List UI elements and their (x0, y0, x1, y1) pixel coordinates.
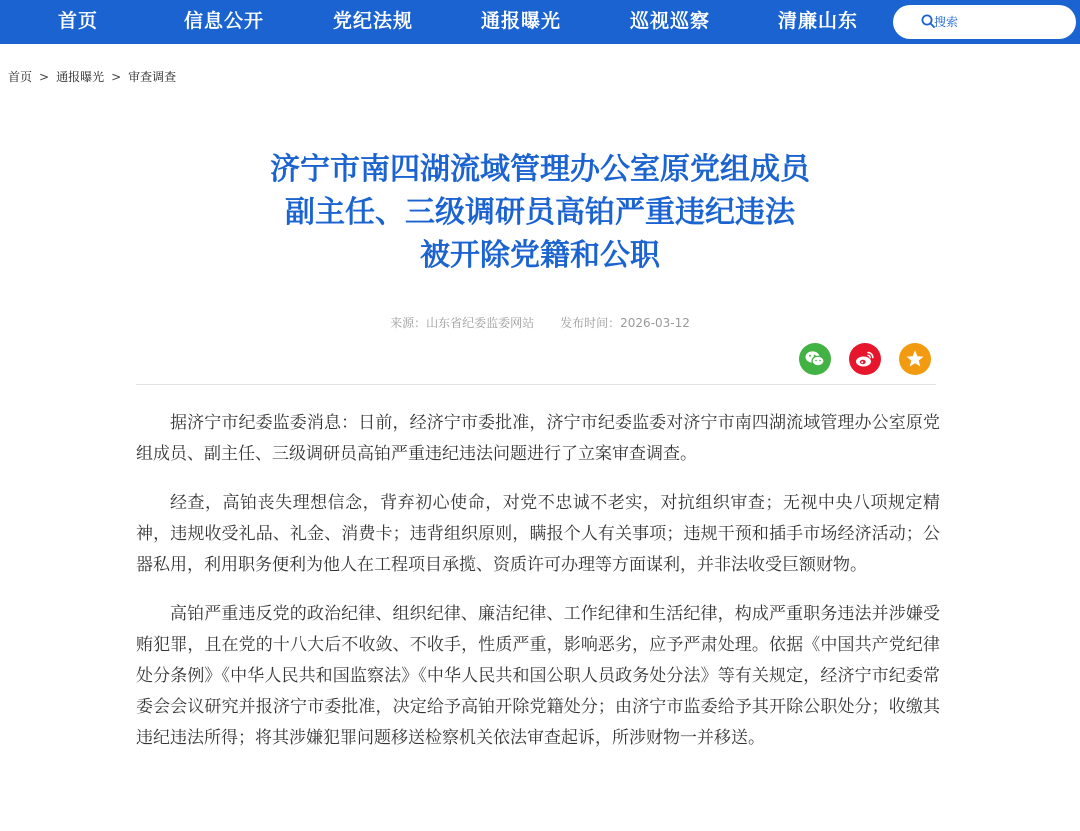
article-title (140, 148, 940, 277)
article-publish-time: 发布时间：2026-03-12 (560, 316, 690, 330)
breadcrumb-separator: > (111, 70, 122, 84)
nav-item-clean-shandong[interactable]: 清廉山东 (778, 10, 859, 32)
search-label: 搜索 (934, 15, 959, 29)
article-source: 来源：山东省纪委监委网站 (390, 316, 535, 330)
content-divider (136, 384, 936, 385)
article-paragraph: 据济宁市纪委监委消息：日前，经济宁市委批准，济宁市纪委监委对济宁市南四湖流域管理办公室原党组成员、副主任、三级调研员高铂严重违纪违法问题进行了立案审查调查。 (136, 413, 940, 464)
nav-item-inspection[interactable]: 巡视巡察 (630, 10, 711, 32)
breadcrumb-investigation[interactable]: 审查调查 (128, 70, 177, 84)
favorite-icon (899, 343, 931, 375)
breadcrumb-exposure[interactable]: 通报曝光 (56, 70, 105, 84)
article-body (136, 408, 940, 772)
article-title-line-2: 副主任、三级调研员高铂严重违纪违法 (285, 195, 795, 230)
nav-item-party-regulations[interactable]: 党纪法规 (333, 10, 414, 32)
breadcrumb-home[interactable]: 首页 (8, 70, 33, 84)
share-weibo-button[interactable] (849, 343, 881, 375)
article-paragraph: 高铂严重违反党的政治纪律、组织纪律、廉洁纪律、工作纪律和生活纪律，构成严重职务违法并涉嫌受贿犯罪，且在党的十八大后不收敛、不收手，性质严重，影响恶劣，应予严肃处理。依据《中国共产党纪律处分条例》《中华人民共和国监察法》《中华人民共和国公职人员政务处分法》等有关规定，经济宁市纪委常委会会议研究并报济宁市委批准，决定给予高铂开除党籍处分；由济宁市监委给予其开除公职处分；收缴其违纪违法所得；将其涉嫌犯罪问题移送检察机关依法审查起诉，所涉财物一并移送。 (136, 604, 940, 748)
search-box[interactable] (893, 5, 1076, 39)
breadcrumb-separator: > (39, 70, 50, 84)
wechat-icon (799, 343, 831, 375)
share-favorite-button[interactable] (899, 343, 931, 375)
nav-item-exposure[interactable]: 通报曝光 (481, 10, 562, 32)
search-icon (921, 14, 935, 28)
nav-item-home[interactable]: 首页 (58, 10, 99, 32)
article-title-line-3: 被开除党籍和公职 (420, 238, 660, 273)
breadcrumb (8, 68, 176, 85)
weibo-icon (849, 343, 881, 375)
top-navigation (0, 0, 1080, 44)
share-wechat-button[interactable] (799, 343, 831, 375)
article-meta (140, 314, 940, 331)
article-paragraph: 经查，高铂丧失理想信念，背弃初心使命，对党不忠诚不老实，对抗组织审查；无视中央八项规定精神，违规收受礼品、礼金、消费卡；违背组织原则，瞒报个人有关事项；违规干预和插手市场经济活动；公器私用，利用职务便利为他人在工程项目承揽、资质许可办理等方面谋利，并非法收受巨额财物。 (136, 493, 940, 575)
article-title-line-1: 济宁市南四湖流域管理办公室原党组成员 (270, 152, 810, 187)
nav-item-info-disclosure[interactable]: 信息公开 (184, 10, 265, 32)
